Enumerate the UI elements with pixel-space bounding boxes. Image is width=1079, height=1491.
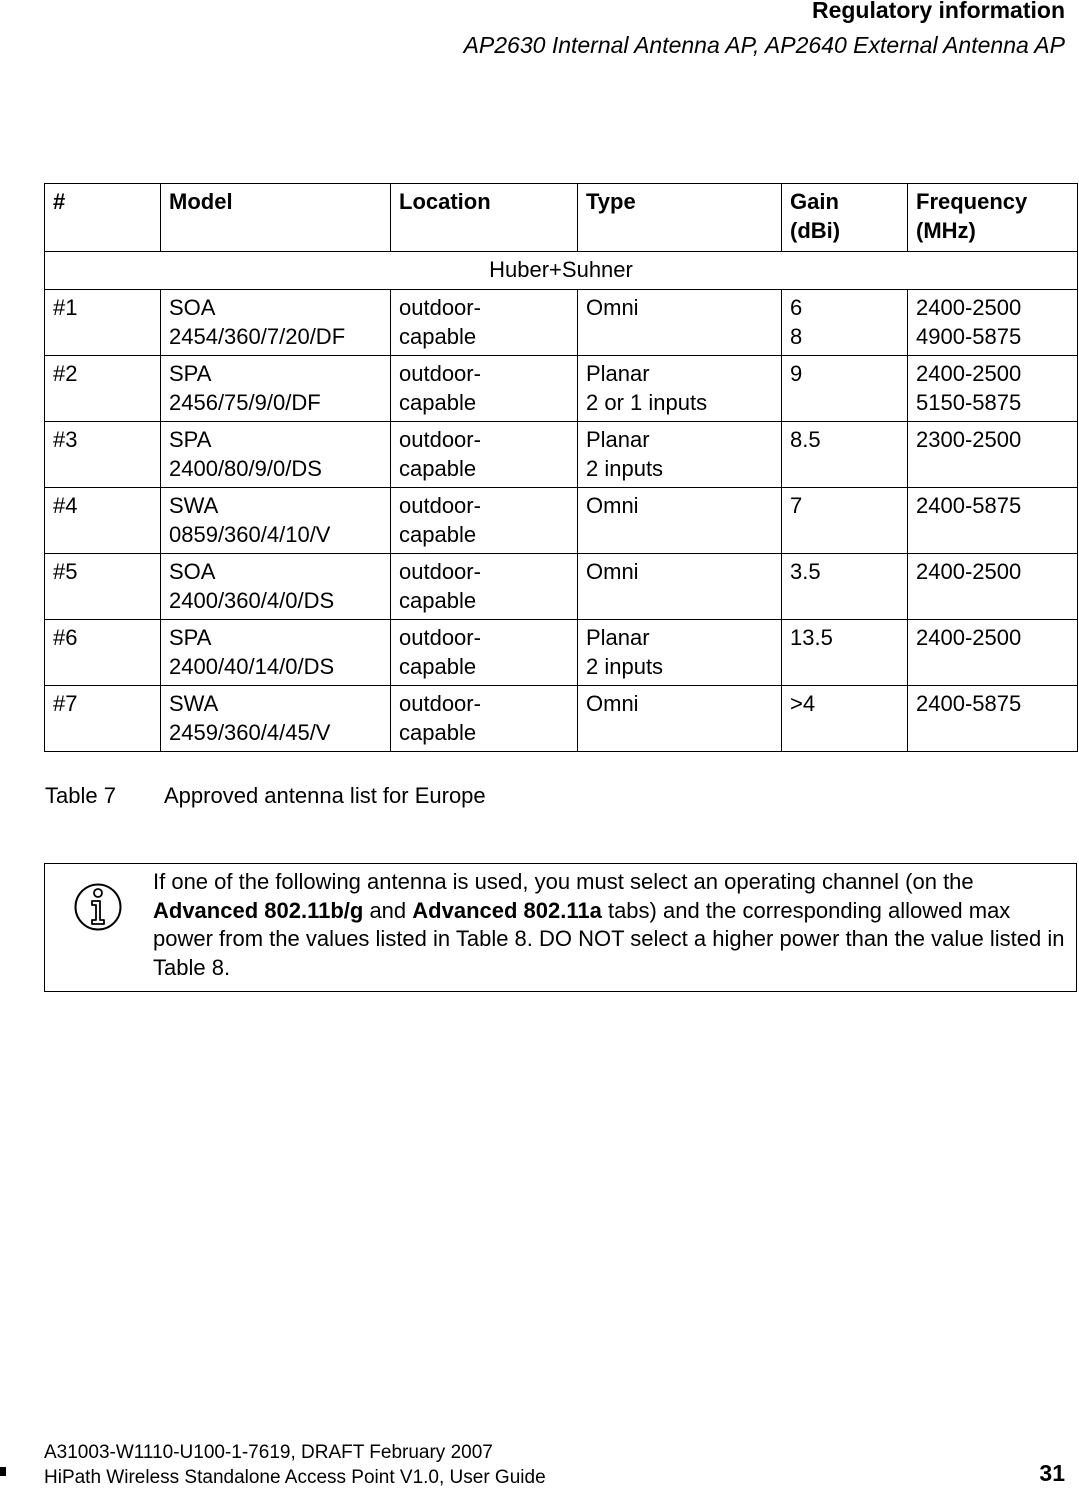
cell-line: Planar: [586, 361, 650, 386]
cell-line: 13.5: [790, 625, 833, 650]
note-text-part: and: [363, 897, 413, 923]
cell-type: [578, 620, 782, 686]
cell-line: Omni: [586, 295, 639, 320]
cell-line: 5150-5875: [916, 390, 1022, 415]
table-caption: [45, 783, 486, 809]
cell-line: 2459/360/4/45/V: [169, 720, 331, 745]
cell-line: 2 or 1 inputs: [586, 390, 708, 415]
cell-line: Omni: [586, 691, 639, 716]
cell-line: #: [53, 189, 66, 214]
cell-line: 2400-5875: [916, 691, 1022, 716]
page-number: 31: [1039, 1460, 1065, 1486]
note-text-part: If one of the following antenna is used, you must select an operating channel (on the: [153, 869, 974, 894]
cell-freq: [908, 554, 1078, 620]
footer-doc-id: A31003-W1110-U100-1-7619, DRAFT February 2007: [44, 1442, 493, 1463]
cell-line: SOA: [169, 295, 216, 320]
cell-model: [161, 554, 391, 620]
cell-line: 2400/40/14/0/DS: [169, 654, 335, 679]
footer-mark: [0, 1467, 6, 1476]
note-bold-tab-a: Advanced 802.11a: [412, 897, 602, 923]
table-row: [45, 422, 1078, 488]
cell-gain: [782, 356, 908, 422]
cell-line: SWA: [169, 691, 219, 716]
cell-line: capable: [399, 390, 477, 415]
cell-number: #3: [45, 422, 161, 488]
cell-model: [161, 422, 391, 488]
note-text-part: tabs) and the corresponding allowed max power from the values listed in Table 8. DO NOT select a higher power than the value listed in Table 8.: [153, 897, 1065, 980]
cell-line: outdoor-: [399, 559, 481, 584]
cell-line: 6: [790, 295, 803, 320]
header-title: Regulatory information: [811, 0, 1065, 23]
cell-type: [578, 488, 782, 554]
cell-location: [391, 356, 578, 422]
cell-line: Frequency: [916, 189, 1028, 214]
cell-model: [161, 686, 391, 752]
cell-gain: [782, 686, 908, 752]
note-bold-tab-bg: Advanced 802.11b/g: [153, 897, 364, 923]
cell-model: [161, 290, 391, 356]
cell-line: capable: [399, 522, 477, 547]
cell-line: Planar: [586, 427, 650, 452]
cell-line: SPA: [169, 625, 212, 650]
note-box: [44, 863, 1077, 992]
cell-line: outdoor-: [399, 295, 481, 320]
group-row: [45, 252, 1078, 290]
cell-number: #1: [45, 290, 161, 356]
cell-line: Model: [169, 189, 233, 214]
cell-gain: [782, 620, 908, 686]
header-subtitle: AP2630 Internal Antenna AP, AP2640 External Antenna AP: [463, 32, 1065, 58]
cell-line: 8.5: [790, 427, 821, 452]
cell-type: [578, 686, 782, 752]
cell-line: SPA: [169, 427, 212, 452]
cell-location: [391, 554, 578, 620]
cell-line: 2400-2500: [916, 361, 1022, 386]
cell-line: Omni: [586, 559, 639, 584]
table-row: [45, 356, 1078, 422]
cell-line: 4900-5875: [916, 324, 1022, 349]
cell-line: 2400-2500: [916, 295, 1022, 320]
cell-line: outdoor-: [399, 361, 481, 386]
cell-freq: [908, 620, 1078, 686]
table-row: [45, 620, 1078, 686]
cell-line: Location: [399, 189, 491, 214]
cell-model: [161, 620, 391, 686]
cell-line: Planar: [586, 625, 650, 650]
cell-line: capable: [399, 654, 477, 679]
cell-freq: [908, 686, 1078, 752]
cell-line: (dBi): [790, 218, 841, 243]
cell-line: capable: [399, 324, 477, 349]
footer: [44, 1440, 546, 1490]
cell-number: #2: [45, 356, 161, 422]
cell-number: #5: [45, 554, 161, 620]
cell-freq: [908, 290, 1078, 356]
cell-line: capable: [399, 456, 477, 481]
cell-gain: [782, 488, 908, 554]
table-row: [45, 290, 1078, 356]
cell-line: Type: [586, 189, 636, 214]
cell-line: (MHz): [916, 218, 976, 243]
column-header: [782, 184, 908, 252]
antenna-table: [44, 183, 1078, 752]
cell-line: 2456/75/9/0/DF: [169, 390, 321, 415]
cell-line: outdoor-: [399, 625, 481, 650]
column-header: [161, 184, 391, 252]
cell-gain: [782, 290, 908, 356]
footer-guide-title: HiPath Wireless Standalone Access Point V1.0, User Guide: [44, 1467, 546, 1488]
cell-line: 9: [790, 361, 803, 386]
column-header: [908, 184, 1078, 252]
cell-line: 8: [790, 324, 803, 349]
cell-line: >4: [790, 691, 816, 716]
cell-location: [391, 686, 578, 752]
cell-type: [578, 554, 782, 620]
cell-gain: [782, 554, 908, 620]
cell-location: [391, 422, 578, 488]
cell-line: 2454/360/7/20/DF: [169, 324, 346, 349]
cell-line: capable: [399, 588, 477, 613]
cell-line: SWA: [169, 493, 219, 518]
cell-line: 7: [790, 493, 803, 518]
table-row: [45, 686, 1078, 752]
table-body: [45, 252, 1078, 752]
cell-model: [161, 488, 391, 554]
cell-freq: [908, 356, 1078, 422]
caption-number: Table 7: [45, 783, 116, 808]
column-header: [391, 184, 578, 252]
cell-line: Gain: [790, 189, 839, 214]
cell-line: 2400-5875: [916, 493, 1022, 518]
table-header-row: [45, 184, 1078, 252]
note-text: [153, 868, 1073, 982]
caption-text: Approved antenna list for Europe: [164, 783, 486, 808]
table-row: [45, 488, 1078, 554]
column-header: [578, 184, 782, 252]
cell-line: outdoor-: [399, 427, 481, 452]
cell-model: [161, 356, 391, 422]
cell-location: [391, 620, 578, 686]
cell-line: 2 inputs: [586, 654, 664, 679]
cell-line: outdoor-: [399, 493, 481, 518]
cell-line: 2300-2500: [916, 427, 1022, 452]
column-header: [45, 184, 161, 252]
group-label: Huber+Suhner: [45, 252, 1078, 290]
table-row: [45, 554, 1078, 620]
info-icon: [73, 876, 123, 943]
cell-line: Omni: [586, 493, 639, 518]
cell-number: #4: [45, 488, 161, 554]
cell-freq: [908, 422, 1078, 488]
cell-line: 3.5: [790, 559, 821, 584]
cell-line: 2400-2500: [916, 559, 1022, 584]
cell-type: [578, 356, 782, 422]
cell-line: 0859/360/4/10/V: [169, 522, 331, 547]
cell-number: #6: [45, 620, 161, 686]
cell-location: [391, 290, 578, 356]
cell-line: SPA: [169, 361, 212, 386]
cell-line: 2 inputs: [586, 456, 664, 481]
cell-gain: [782, 422, 908, 488]
cell-type: [578, 422, 782, 488]
cell-line: SOA: [169, 559, 216, 584]
cell-number: #7: [45, 686, 161, 752]
cell-line: 2400/360/4/0/DS: [169, 588, 335, 613]
cell-line: 2400-2500: [916, 625, 1022, 650]
cell-location: [391, 488, 578, 554]
cell-line: outdoor-: [399, 691, 481, 716]
cell-line: 2400/80/9/0/DS: [169, 456, 322, 481]
cell-line: capable: [399, 720, 477, 745]
cell-freq: [908, 488, 1078, 554]
cell-type: [578, 290, 782, 356]
